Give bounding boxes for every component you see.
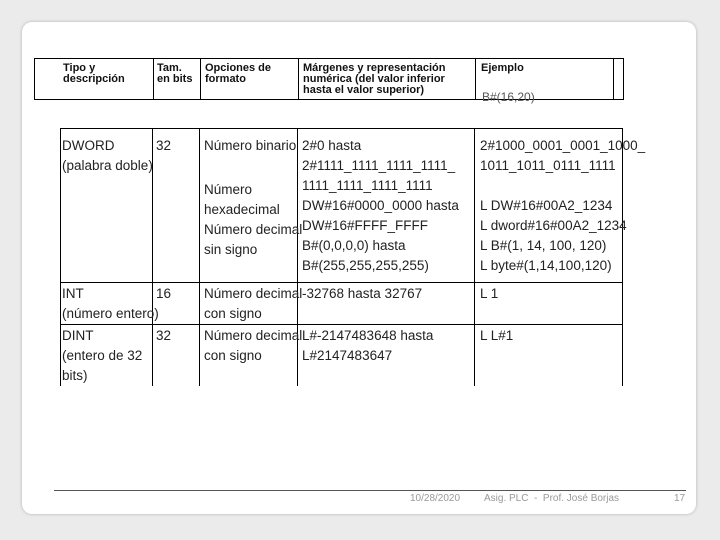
- type-cell: INT (número entero): [62, 286, 159, 321]
- header-range: Márgenes y representación numérica (del valor inferior hasta el valor superior): [303, 62, 446, 96]
- bits-cell: 32: [156, 138, 172, 153]
- example-cell: L 1: [480, 286, 499, 301]
- type-cell: DWORD (palabra doble): [62, 138, 153, 173]
- footer-date: 10/28/2020: [410, 493, 461, 504]
- footer-divider: [54, 490, 686, 491]
- format-cell: Número binario Número hexadecimal Número decimal sin signo: [204, 138, 303, 257]
- footer-subject: Asig. PLC - Prof. José Borjas: [484, 493, 620, 504]
- range-cell: L#-2147483648 hasta L#2147483647: [302, 328, 434, 363]
- example-cell: 2#1000_0001_0001_1000_ 1011_1011_0111_1111 L DW#16#00A2_1234 L dword#16#00A2_1234 L B#(1, 14, 100, 120) L byte#(1,14,100,120): [480, 138, 646, 273]
- cutoff-row: [34, 90, 622, 109]
- header-example: Ejemplo: [481, 62, 524, 74]
- range-cell: 2#0 hasta 2#1111_1111_1111_1111_ 1111_1111_1111_1111 DW#16#0000_0000 hasta DW#16#FFFF_FFFF B#(0,0,0,0) hasta B#(255,255,255,255): [302, 138, 459, 273]
- header-format: Opciones de formato: [205, 62, 272, 85]
- range-cell: -32768 hasta 32767: [302, 286, 423, 301]
- page-number: 17: [674, 493, 686, 504]
- type-cell: DINT (entero de 32 bits): [62, 328, 143, 383]
- cutoff-text: B#(16,20): [482, 90, 535, 104]
- table-header: [34, 58, 624, 100]
- bits-cell: 32: [156, 328, 172, 343]
- bits-cell: 16: [156, 286, 172, 301]
- header-bits: Tam. en bits: [157, 62, 193, 85]
- header-type: Tipo y descripción: [63, 62, 125, 85]
- format-cell: Número decimal con signo: [204, 328, 303, 363]
- example-cell: L L#1: [480, 328, 514, 343]
- format-cell: Número decimal con signo: [204, 286, 303, 321]
- data-types-table: [34, 58, 646, 386]
